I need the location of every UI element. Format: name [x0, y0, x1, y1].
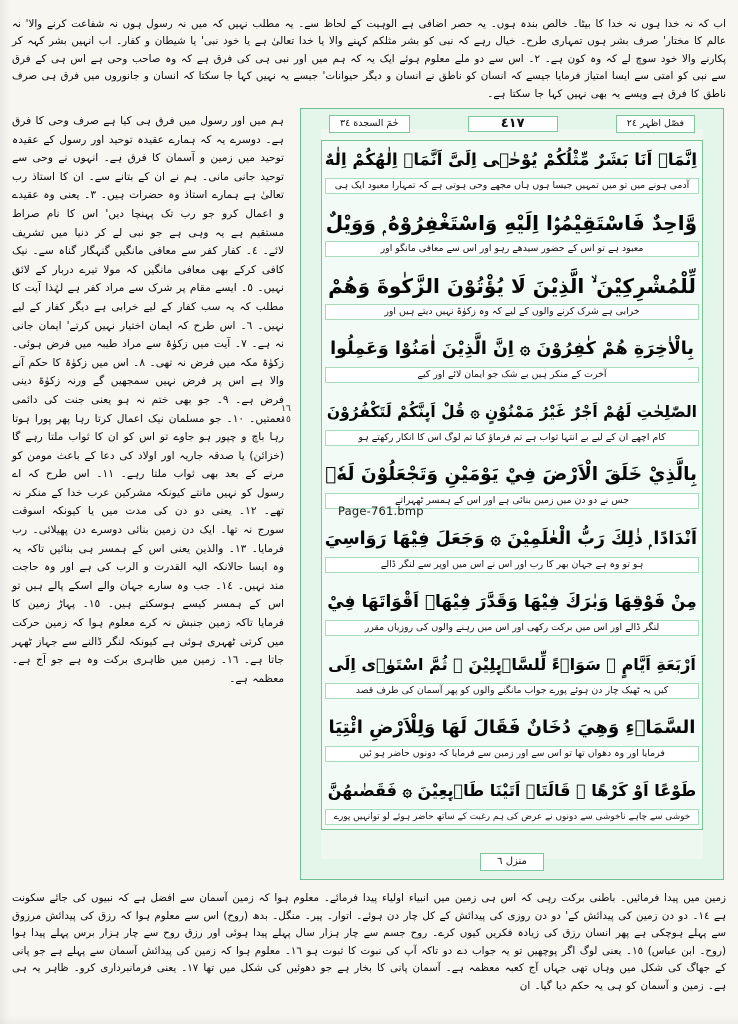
verse-block: [325, 395, 699, 448]
panel-footer: [321, 850, 703, 874]
verse-block: [325, 585, 699, 638]
verse-block: [325, 648, 699, 701]
quran-text-panel: [300, 108, 724, 880]
ayah-line: اِنَّمَاۤ اَنَا بَشَرٌ مِّثْلُكُمْ يُوْحٰۤى اِلَىَّ اَنَّمَاۤ اِلٰهُكُمْ اِلٰهٌ: [324, 150, 697, 169]
translation-line: خرابی ہے شرک کرنے والوں کے لیے کہ وہ زکوٰۃ نہیں دیتے ہیں اور: [325, 304, 699, 320]
ayah-line: لِّلْمُشْرِكِيْنَ ۙ الَّذِيْنَ لَا يُؤْتُوْنَ الزَّكٰوةَ وَهُمْ: [328, 274, 696, 299]
verse-list: [321, 140, 703, 830]
translation-line: آخرت کے منکر ہیں بے شک جو ایمان لائے اور کیے: [325, 367, 699, 383]
scan-filename-watermark: Page-761.bmp: [338, 504, 424, 518]
translation-line: لنگر ڈالے اور اس میں برکت رکھی اور اس میں رہنے والوں کی روزیاں مقرر: [325, 620, 699, 636]
tafsir-top-block: اب کہ نہ خدا ہوں نہ خدا کا بیٹا۔ خالص بندہ ہوں۔ یہ حصر اضافی ہے الوہیت کے لحاظ سے۔ یہ مطلب نہیں کہ میں نہ رسول ہوں نہ شفاعت کرنے والا' نہ عالم کا مختار' صرف بشر ہوں تمہاری طرح۔ خیال رہے کہ نبی کو بشر مثلکم کہنے والا یا خدا تعالیٰ ہے یا خود نبی' یا شیطان و کفار۔ اب انہیں بشر کہہ کر پکارنے والا خود سوچ لے کہ وہ کون ہے۔ ٢۔ اس سے دو ملے معلوم ہوئے ایک یہ کہ ہم میں اور نبی ہی کی فرق ہے کہ وہ صاحب وحی ہے اس ہی کے فرق سے نبی کو امتی سے ایسا امتیاز فرمایا جیسے کہ انسان کو ناطق نے انسان و دیگر حیوانات' جیسے یہ نہیں کہا جا سکتا کہ انسان و جانوروں میں فرق ہی صرف ناطق کا فرق ہے ویسے یہ بھی نہیں کہا جا سکتا ہے۔: [12, 18, 726, 100]
translation-line: آدمی ہونے میں تو میں تمہیں جیسا ہوں ہاں مجھے وحی ہوتی ہے کہ تمہارا معبود ایک ہی: [325, 178, 699, 194]
ayah-line: اَرْبَعَةِ اَيَّامٍ ۭ سَوَاۗءً لِّلسَّاۗىِٕلِيْنَ ۞ ثُمَّ اسْتَوٰۤى اِلَى: [328, 654, 696, 674]
ayah-line: اَنْدَادًا ۭ ذٰلِكَ رَبُّ الْعٰلَمِيْنَ ۞ وَجَعَلَ فِيْهَا رَوَاسِيَ: [324, 528, 697, 549]
ayah-line: وَّاحِدٌ فَاسْتَقِيْمُوْۤا اِلَيْهِ وَاسْتَغْفِرُوْهُ ۭ وَوَيْلٌ: [325, 211, 697, 236]
translation-line: کیں یہ ٹھیک چار دن ہوئے پورے جواب مانگنے والوں کو پھر آسمان کی طرف قصد: [325, 683, 699, 699]
verse-block: [325, 143, 699, 196]
ornament-band-left-icon: [300, 108, 321, 880]
ayah-line: بِالَّذِيْ خَلَقَ الْاَرْضَ فِيْ يَوْمَيْنِ وَتَجْعَلُوْنَ لَهٗۤ: [325, 464, 697, 486]
ayah-line: الصّٰلِحٰتِ لَهُمْ اَجْرٌ غَيْرُ مَمْنُوْنٍ ۞ قُلْ اَىِٕنَّكُمْ لَتَكْفُرُوْنَ: [326, 403, 697, 422]
translation-line: خوشی سے چاہے ناخوشی سے دونوں نے عرض کی ہم رغبت کے ساتھ حاضر ہوئے لو توانہیں پورے: [325, 809, 699, 825]
manzil-label: منزل ٦: [480, 853, 544, 871]
translation-line: ہو تو وہ ہے جہان بھر کا رب اور اس نے اس میں اوپر سے لنگر ڈالے: [325, 557, 699, 573]
surah-name-right-caption: فصّل اظہر ٢٤: [616, 115, 695, 133]
scan-edge-shadow-left: [0, 0, 10, 1024]
tafsir-bottom-block: زمین میں پیدا فرمائیں۔ باطنی برکت رہی کہ اس ہی زمین میں انبیاء اولیاء پیدا فرمائے۔ معلوم ہوا کہ زمین آسمان سے افضل ہے کہ نبیوں کی جائے سکونت ہے ١٤۔ دو دن زمین کی پیدائش کے' دو دن روزی کی پیدائش کے کل چار دن ہوئے۔ اتوار۔ پیر۔ منگل۔ بدھ (روح) اس سے معلوم ہوا کہ رزق کی پیدائش مرزوق سے پہلے ہوچکی ہے پھر انسان رزق کی زیادہ فکریں کیوں کرے۔ روح جسم سے چار ہزار سال پہلے پیدا ہوئی اور رزق روح سے چار ہزار برس پہلے پیدا ہوا (روح۔ ابن عباس) ١٥۔ یعنی لوگ اگر پوچھیں تو یہ جواب دے دو تاکہ آپ کی نبوت کا ثبوت ہو ١٦۔ معلوم ہوا کہ زمین کی پیدائش آسمان سے پہلے ہے جو پانی کے جھاگ کی شکل میں وہاں تھی جہاں آج کعبہ معظمہ ہے۔ آسمان پانی کا بخار ہے جو دھوئیں کی شکل میں تھا ١٧۔ یعنی فرمانبرداری کرو۔ ظاہر یہ ہی ہے۔ زمین و آسمان کو ہی یہ حکم دیا گیا۔ ان: [12, 892, 726, 992]
verse-block: [325, 774, 699, 827]
ayah-line: بِالْاٰخِرَةِ هُمْ كٰفِرُوْنَ ۞ اِنَّ الَّذِيْنَ اٰمَنُوْا وَعَمِلُوا: [330, 339, 694, 360]
ornament-band-right-icon: [703, 108, 724, 880]
ayah-line: مِنْ فَوْقِهَا وَبٰرَكَ فِيْهَا وَقَدَّرَ فِيْهَاۤ اَقْوَاتَهَا فِيْ: [327, 591, 697, 612]
translation-line: معبود ہے تو اس کے حضور سیدھے رہو اور اس سے معافی مانگو اور: [325, 241, 699, 257]
verse-block: [325, 269, 699, 322]
verse-block: [325, 332, 699, 385]
scan-edge-shadow-bottom: [0, 1016, 738, 1024]
tafsir-left-column: ہم میں اور رسول میں فرق ہی کیا ہے صرف وحی کا فرق ہے۔ دوسرے یہ کہ ہمارے عقیدہ توحید اور رسول کے عقیدہ توحید میں زمین و آسمان کا فرق ہے۔ انہوں نے وحی سے توحید جانی مانی۔ ہم نے ان کے بتانے سے۔ ان کا استاذ رب تعالیٰ ہے ہمارے استاذ وہ حضرات ہیں۔ ٣۔ یعنی وہ عقیدے و اعمال کرو جو رب تک پہنچا دیں' اس کا نام صراط مستقیم ہے یہ وہی ہے جو نبی لے کر دنیا میں تشریف لائے۔ ٤۔ کفار کفر سے معافی مانگیں گنہگار گناہ سے۔ نیک کافی کرکے بھی معافی مانگیں کہ مولا تیرے دربار کے لائق نہیں۔ ٥۔ ایسے مقام پر شرک سے مراد کفر ہے لہٰذا آیت کا مطلب کہ یہ سب کفار کے لیے خرابی ہے دیگر کفار کے لیے نہیں۔ ٦۔ اس طرح کہ ایمان اختیار نہیں کرتے' ایمان جانی نہ ہے۔ ٧۔ آیت میں زکوٰۃ سے مراد طیبہ میں فرض ہوئی۔ زکوٰۃ مکہ میں فرض نہ تھی۔ ٨۔ اس میں زکوٰۃ کا حکم آنے والا ہے اس پر فرض نہیں سمجھیں گے ورنہ زکوٰۃ دینی فرض ہے۔ ٩۔ جو بھی ختم نہ ہو یعنی جنت کی دائمی نعمتیں۔ ١٠۔ جو مسلمان نیک اعمال کرتا رہا پھر پورا ہوتا رہا باچ و چپور ہو جاوے تو اس کو ان کا ثواب ملتا رہے گا (خزائن) یا صدقہ جاریہ اور اولاد کی دعا کے باعث مومن کو مرنے کے بعد بھی ثواب ملتا رہے۔ ١١۔ اس طرح کہ اے رسول کو نہیں مانتے کیونکہ مشرکین عرب خدا کے منکر نہ تھے۔ ١٢۔ یعنی دو دن کی مدت میں یا کیونکہ اسوقت سورج نہ تھا۔ ایک دن زمین بنائی دوسرے دن پھیلائی۔ رب فرمایا۔ ١٣۔ والذین یعنی اس کے ہمسر ہی بنائیں تاکہ یہ وہ ایسا حالانکہ الیہ القدرت و الرب کی ہے اور وہ حاجت مند نہیں۔ ١٤۔ جب وہ سارے جہان والے اسکے پالے ہیں تو اس کے ہمسر کیسے ہوسکتے ہیں۔ ١٥۔ پہاڑ زمین کا فرمایا تاکہ زمین جنبش نہ کرے معلوم ہوا کہ زمین حرکت میں کرتی ٹھہری ہوئی ہے کیونکہ لنگر ڈالنے سے جہاز ٹھہر جاتا ہے۔ ١٦۔ زمین میں ظاہری برکت وہ ہے جو آج ہے۔ معظمہ ہے۔: [12, 115, 285, 685]
ayah-line: طَوْعًا اَوْ كَرْهًا ۭ قَالَتَاۤ اَتَيْنَا طَاۗىِٕعِيْنَ ۞ فَقَضٰىهُنَّ: [327, 780, 697, 800]
panel-header: [321, 111, 703, 137]
translation-line: جس نے دو دن میں زمین بنائی ہے اور اس کے ہمسر ٹھہراتے: [325, 493, 699, 509]
verse-block: [325, 711, 699, 764]
page-number: ٤١٧: [468, 116, 558, 132]
translation-line: کام اچھے ان کے لیے بے انتہا ثواب ہے تم فرماؤ کیا تم لوگ اس کا انکار رکھتے ہو: [325, 430, 699, 446]
verse-block: [325, 522, 699, 575]
translation-line: فرمایا اور وہ دھواں تھا تو اس سے اور زمین سے فرمایا کہ دونوں حاضر ہو ئیں: [325, 746, 699, 762]
ruku-marker: ١٦ ١٥: [281, 404, 291, 425]
ayah-line: السَّمَاۗءِ وَهِيَ دُخَانٌ فَقَالَ لَهَا وَلِلْاَرْضِ ائْتِيَا: [328, 716, 696, 738]
surah-name-left-caption: حٰمٓ السجدة ٣٤: [329, 115, 410, 133]
verse-block: [325, 206, 699, 259]
